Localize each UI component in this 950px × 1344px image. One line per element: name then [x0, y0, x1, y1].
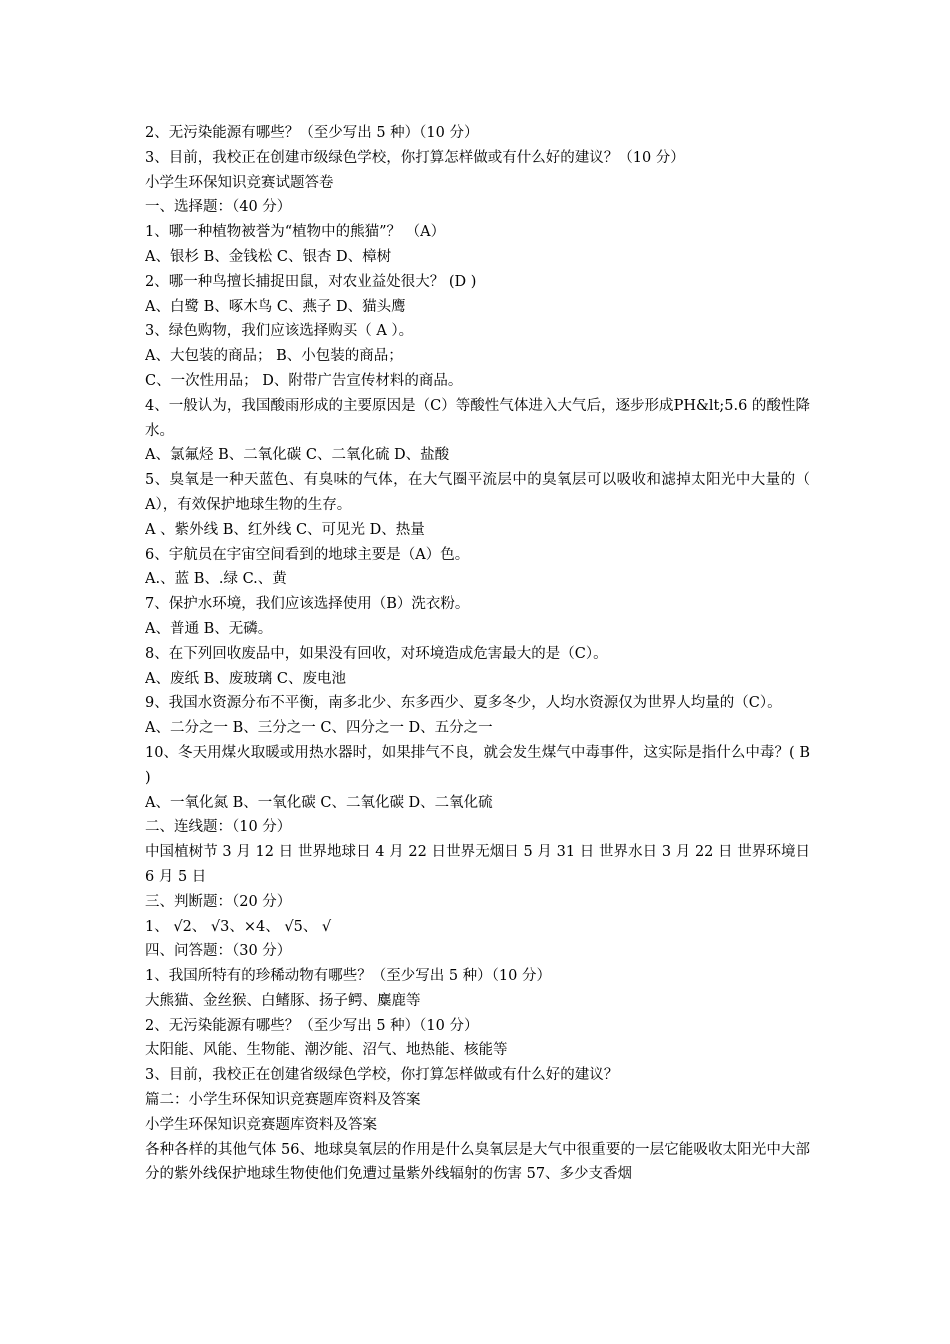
question-line: 7、保护水环境，我们应该选择使用（B）洗衣粉。	[145, 596, 470, 613]
question-line: 1、哪一种植物被誉为“植物中的熊猫”？ （A）	[145, 224, 446, 241]
question-line: 6、宇航员在宇宙空间看到的地球主要是（A）色。	[145, 546, 470, 563]
section-heading: 三、判断题：（20 分）	[145, 893, 292, 910]
text-line: 2、无污染能源有哪些？（至少写出 5 种）（10 分）	[145, 125, 479, 141]
options-line: A、氯氟烃 B、二氧化碳 C、二氧化硫 D、盐酸	[145, 447, 450, 464]
section-title: 小学生环保知识竞赛试题答卷	[145, 174, 334, 191]
matching-answers: 中国植树节 3 月 12 日 世界地球日 4 月 22 日世界无烟日 5 月 31 日 世界水日 3 月 22 日 世界环境日 6 月 5 日	[145, 844, 810, 885]
text-line: 3、目前，我校正在创建市级绿色学校，你打算怎样做或有什么好的建议？（10 分）	[145, 149, 685, 166]
options-line: A、大包装的商品； B、小包装的商品；	[145, 348, 403, 365]
question-line: 8、在下列回收废品中，如果没有回收，对环境造成危害最大的是（C）。	[145, 645, 608, 662]
article-subtitle: 小学生环保知识竞赛题库资料及答案	[145, 1116, 377, 1133]
answer-line: 大熊猫、金丝猴、白鳍豚、扬子鳄、麋鹿等	[145, 992, 421, 1009]
answer-line: 太阳能、风能、生物能、潮汐能、沼气、地热能、核能等	[145, 1042, 508, 1059]
question-line: 2、哪一种鸟擅长捕捉田鼠，对农业益处很大？ (D )	[145, 273, 477, 290]
question-line: 2、无污染能源有哪些？（至少写出 5 种）（10 分）	[145, 1017, 479, 1034]
options-line: A、白鹭 B、啄木鸟 C、燕子 D、猫头鹰	[145, 298, 406, 315]
section-heading: 一、选择题：（40 分）	[145, 199, 292, 216]
options-line: A 、紫外线 B、红外线 C、可见光 D、热量	[145, 521, 425, 538]
question-paragraph: 4、一般认为，我国酸雨形成的主要原因是（C）等酸性气体进入大气后，逐步形成PH&lt;5.6 的酸性降水。	[145, 397, 810, 439]
question-line: 3、绿色购物，我们应该选择购买（ A ）。	[145, 323, 414, 340]
options-line: A、一氧化氮 B、一氧化碳 C、二氧化碳 D、二氧化硫	[145, 794, 493, 811]
options-line: A、废纸 B、废玻璃 C、废电池	[145, 670, 346, 687]
section-heading: 二、连线题：（10 分）	[145, 819, 292, 836]
question-paragraph: 5、臭氧是一种天蓝色、有臭味的气体，在大气圈平流层中的臭氧层可以吸收和滤掉太阳光中大量的（ A），有效保护地球生物的生存。	[145, 472, 810, 513]
article-title: 篇二：小学生环保知识竞赛题库资料及答案	[145, 1092, 421, 1109]
options-line: A.、蓝 B、.绿 C.、黄	[145, 571, 287, 588]
judgement-answers: 1、 √2、 √3、×4、 √5、 √	[145, 918, 332, 935]
options-line: A、银杉 B、金钱松 C、银杏 D、樟树	[145, 248, 392, 265]
question-paragraph: 9、我国水资源分布不平衡，南多北少、东多西少、夏多冬少，人均水资源仅为世界人均量的（C）。	[145, 695, 782, 712]
options-line: A、二分之一 B、三分之一 C、四分之一 D、五分之一	[145, 720, 493, 737]
options-line: A、普通 B、无磷。	[145, 620, 273, 637]
question-line: 3、目前，我校正在创建省级绿色学校，你打算怎样做或有什么好的建议？	[145, 1067, 619, 1084]
question-line: 1、我国所特有的珍稀动物有哪些？（至少写出 5 种）（10 分）	[145, 968, 551, 985]
section-heading: 四、问答题：（30 分）	[145, 943, 292, 960]
question-paragraph: 10、冬天用煤火取暖或用热水器时，如果排气不良，就会发生煤气中毒事件，这实际是指什么中毒？( B )	[145, 744, 810, 786]
options-line: C、一次性用品； D、附带广告宣传材料的商品。	[145, 372, 463, 389]
body-paragraph: 各种各样的其他气体 56、地球臭氧层的作用是什么臭氧层是大气中很重要的一层它能吸收太阳光中大部分的紫外线保护地球生物使他们免遭过量紫外线辐射的伤害 57、多少支香烟	[145, 1141, 810, 1183]
